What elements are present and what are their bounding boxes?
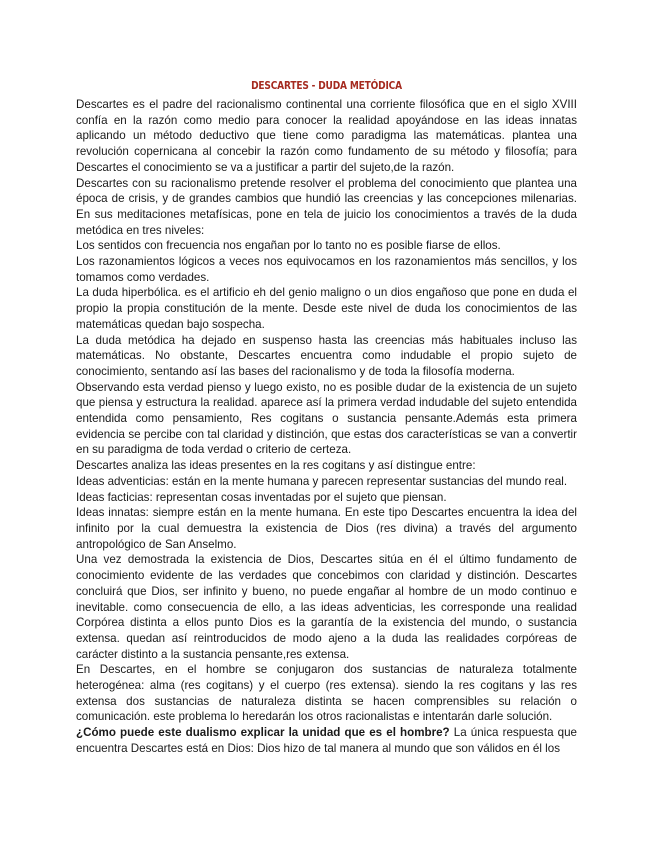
- paragraph-unity-question: [76, 725, 577, 756]
- paragraph-hyperbolic-doubt: La duda hiperbólica. es el artificio eh del genio maligno o un dios engañoso que pone en duda el propio la propia constitución de la mente. Desde este nivel de duda los conocimientos de las matemáticas quedan bajo sospecha.: [76, 286, 577, 331]
- paragraph-god-foundation: Una vez demostrada la existencia de Dios, Descartes sitúa en él el último fundamento de conocimiento evidente de las verdades que concebimos con claridad y distinción. Descartes concluirá que Dios, ser infinito y bueno, no puede engañar al hombre de un modo continuo e inevitable. como consecuencia de ello, a las ideas adventicias, les corresponde una realidad Corpórea distinta a ellos punto Dios es la garantía de la existencia del mundo, o sustancia extensa. quedan así reintroducidos de modo ajeno a la duda las realidades corpóreas de carácter distinto a la sustancia pensante,res extensa.: [76, 553, 577, 661]
- paragraph-intro: Descartes es el padre del racionalismo continental una corriente filosófica que en el siglo XVIII confía en la razón como medio para conocer la realidad apoyándose en las ideas innatas aplicando un método deductivo que tiene como paradigma las matemáticas. plantea una revolución copernicana al concebir la razón como fundamento de su método y filosofía; para Descartes el conocimiento se va a justificar a partir del sujeto,de la razón.: [76, 98, 577, 174]
- paragraph-factitious-ideas: Ideas facticias: representan cosas inventadas por el sujeto que piensan.: [76, 490, 447, 504]
- paragraph-rationalism: Descartes con su racionalismo pretende resolver el problema del conocimiento que plantea una época de crisis, y de grandes cambios que hundió las creencias y las concepciones milenarias. En sus meditaciones metafísicas, pone en tela de juicio los conocimientos a través de la duda metódica en tres niveles:: [76, 176, 577, 237]
- unity-question-bold: ¿Cómo puede este dualismo explicar la unidad que es el hombre?: [76, 726, 450, 740]
- document-title: DESCARTES - DUDA METÓDICA: [251, 79, 402, 92]
- document-page: [76, 78, 577, 757]
- paragraph-senses: Los sentidos con frecuencia nos engañan por lo tanto no es posible fiarse de ellos.: [76, 239, 501, 253]
- unity-question-answer: La única respuesta que encuentra Descartes está en Dios: Dios hizo de tal manera al mundo que son válidos en él los: [76, 726, 577, 755]
- paragraph-dualism: En Descartes, en el hombre se conjugaron dos sustancias de naturaleza totalmente heterogénea: alma (res cogitans) y el cuerpo (res extensa). siendo la res cogitans y las res extensa dos sustancias de naturaleza distinta se hacen comprensibles su relación o comunicación. este problema lo heredarán los otros racionalistas e intentarán darle solución.: [76, 663, 577, 724]
- paragraph-ideas-intro: Descartes analiza las ideas presentes en la res cogitans y así distingue entre:: [76, 459, 476, 473]
- paragraph-innate-ideas: Ideas innatas: siempre están en la mente humana. En este tipo Descartes encuentra la idea del infinito por la cual demuestra la existencia de Dios (res divina) a través del argumento antropológico de San Anselmo.: [76, 506, 577, 551]
- paragraph-cogito: Observando esta verdad pienso y luego existo, no es posible dudar de la existencia de un sujeto que piensa y estructura la realidad. aparece así la primera verdad indudable del sujeto entendida entendida como pensamiento, Res cogitans o sustancia pensante.Además esta primera evidencia se percibe con tal claridad y distinción, que estas dos características se van a convertir en su paradigma de toda verdad o criterio de certeza.: [76, 380, 577, 457]
- paragraph-logical-reasoning: Los razonamientos lógicos a veces nos equivocamos en los razonamientos más sencillos, y los tomamos como verdades.: [76, 255, 577, 284]
- paragraph-adventitious-ideas: Ideas adventicias: están en la mente humana y parecen representar sustancias del mundo real.: [76, 474, 568, 488]
- paragraph-methodical-doubt: La duda metódica ha dejado en suspenso hasta las creencias más habituales incluso las matemáticas. No obstante, Descartes encuentra como indudable el propio sujeto de conocimiento, sentando así las bases del racionalismo y de toda la filosofía moderna.: [76, 333, 577, 378]
